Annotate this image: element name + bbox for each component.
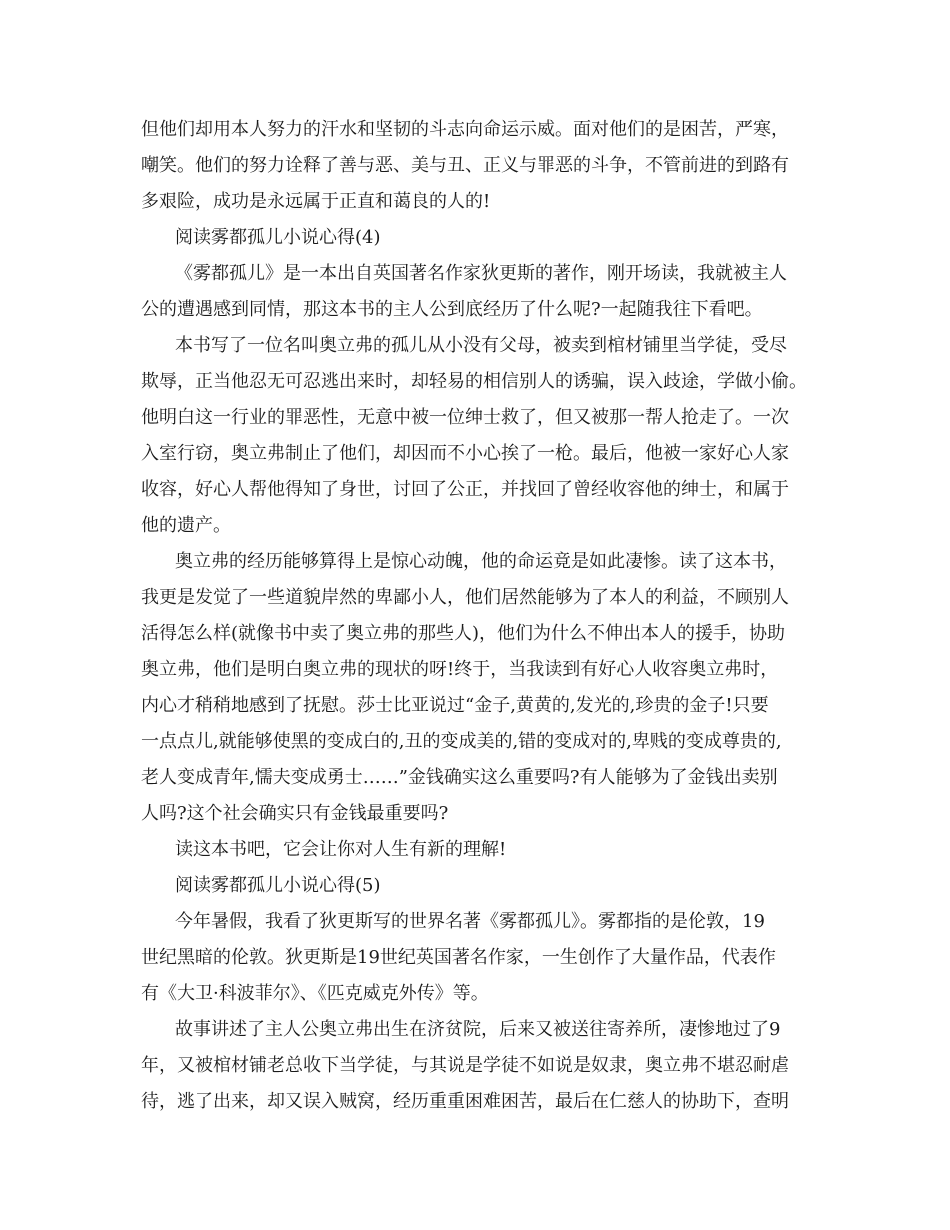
text-line: 他明白这一行业的罪恶性，无意中被一位绅士救了，但又被那一帮人抢走了。一次 bbox=[141, 407, 789, 428]
text-line: 活得怎么样(就像书中卖了奥立弗的那些人)，他们为什么不伸出本人的援手，协助 bbox=[141, 623, 786, 644]
text-line: 嘲笑。他们的努力诠释了善与恶、美与丑、正义与罪恶的斗争，不管前进的到路有 bbox=[141, 155, 789, 176]
text-line: 内心才稍稍地感到了抚慰。莎士比亚说过“金子,黄黄的,发光的,珍贵的金子!只要 bbox=[141, 695, 769, 716]
text-line: 《雾都孤儿》是一本出自英国著名作家狄更斯的著作，刚开场读，我就被主人 bbox=[175, 263, 787, 284]
text-line: 他的遗产。 bbox=[141, 515, 231, 536]
text-line: 世纪黑暗的伦敦。狄更斯是19世纪英国著名作家，一生创作了大量作品，代表作 bbox=[141, 947, 776, 968]
text-line: 我更是发觉了一些道貌岸然的卑鄙小人，他们居然能够为了本人的利益，不顾别人 bbox=[141, 587, 789, 608]
section-heading: 阅读雾都孤儿小说心得(4) bbox=[175, 227, 381, 248]
text-line: 奥立弗的经历能够算得上是惊心动魄，他的命运竟是如此凄惨。读了这本书， bbox=[175, 551, 787, 572]
text-line: 本书写了一位名叫奥立弗的孤儿从小没有父母，被卖到棺材铺里当学徒，受尽 bbox=[175, 335, 787, 356]
text-line: 奥立弗，他们是明白奥立弗的现状的呀!终于，当我读到有好心人收容奥立弗时， bbox=[141, 659, 779, 680]
text-line: 老人变成青年,懦夫变成勇士……”金钱确实这么重要吗?有人能够为了金钱出卖别 bbox=[141, 767, 778, 788]
text-line: 读这本书吧，它会让你对人生有新的理解! bbox=[175, 839, 507, 860]
section-heading: 阅读雾都孤儿小说心得(5) bbox=[175, 875, 381, 896]
text-line: 多艰险，成功是永远属于正直和蔼良的人的! bbox=[141, 191, 491, 212]
text-line: 一点点儿,就能够使黑的变成白的,丑的变成美的,错的变成对的,卑贱的变成尊贵的, bbox=[141, 731, 782, 752]
text-line: 入室行窃，奥立弗制止了他们，却因而不小心挨了一枪。最后，他被一家好心人家 bbox=[141, 443, 789, 464]
text-line: 待，逃了出来，却又误入贼窝，经历重重困难困苦，最后在仁慈人的协助下，查明 bbox=[141, 1091, 789, 1112]
text-line: 欺辱，正当他忍无可忍逃出来时，却轻易的相信别人的诱骗，误入歧途，学做小偷。 bbox=[141, 371, 807, 392]
text-line: 有《大卫·科波菲尔》、《匹克威克外传》等。 bbox=[141, 983, 489, 1004]
text-line: 收容，好心人帮他得知了身世，讨回了公正，并找回了曾经收容他的绅士，和属于 bbox=[141, 479, 789, 500]
text-line: 公的遭遇感到同情，那这本书的主人公到底经历了什么呢?一起随我往下看吧。 bbox=[141, 299, 763, 320]
text-line: 年，又被棺材铺老总收下当学徒，与其说是学徒不如说是奴隶，奥立弗不堪忍耐虐 bbox=[141, 1055, 789, 1076]
text-line: 故事讲述了主人公奥立弗出生在济贫院，后来又被送往寄养所，凄惨地过了9 bbox=[175, 1019, 781, 1040]
text-line: 今年暑假，我看了狄更斯写的世界名著《雾都孤儿》。雾都指的是伦敦，19 bbox=[175, 911, 765, 932]
text-line: 但他们却用本人努力的汗水和坚韧的斗志向命运示威。面对他们的是困苦，严寒， bbox=[141, 119, 789, 140]
text-line: 人吗?这个社会确实只有金钱最重要吗? bbox=[141, 803, 449, 824]
